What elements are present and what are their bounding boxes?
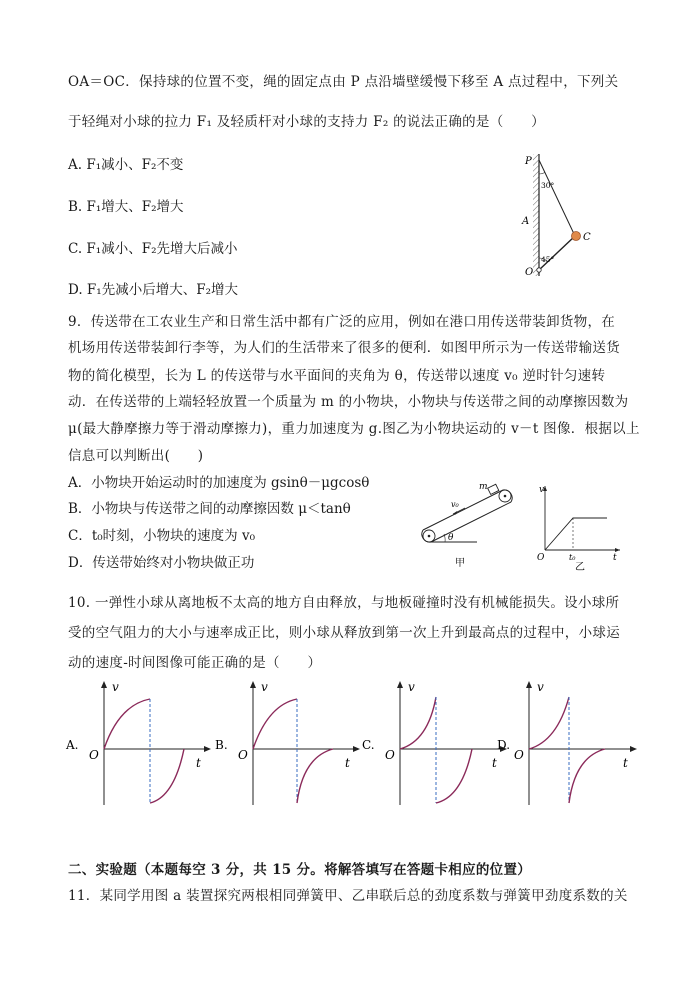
label-angle-30: 30° (541, 181, 555, 190)
q9-line-3: 物的简化模型，长为 L 的传送带与水平面间的夹角为 θ，传送带以速度 v₀ 逆时针匀速转 (68, 368, 606, 384)
label-t: t (623, 756, 628, 770)
axis-v-arrow (526, 681, 532, 688)
q9-option-d: D．传送带始终对小物块做正功 (68, 555, 255, 571)
caption-jia: 甲 (455, 558, 465, 569)
q9-figure-yi (535, 480, 630, 572)
label-m: m (479, 482, 488, 492)
curve-falling (253, 699, 297, 749)
section-2-title: 二、实验题（本题每空 3 分，共 15 分。将解答填写在答题卡相应的位置） (68, 862, 532, 878)
belt-bottom (431, 502, 511, 542)
label-p: P (525, 156, 532, 167)
label-v: v (537, 680, 544, 694)
q8-option-c: C. F₁减小、F₂先增大后减小 (68, 241, 238, 257)
label-t: t (345, 756, 350, 770)
graph-b-label: B. (215, 738, 228, 752)
label-v: v (261, 680, 268, 694)
graph-c-label: C. (362, 738, 375, 752)
q9-option-b: B．小物块与传送带之间的动摩擦因数 μ＜tanθ (68, 501, 351, 517)
label-v: v (539, 485, 545, 495)
label-theta: θ (448, 533, 454, 543)
q10-line-2: 受的空气阻力的大小与速率成正比，则小球从释放到第一次上升到最高点的过程中，小球运 (68, 625, 620, 641)
axis-t-arrow (204, 746, 211, 752)
label-angle-45: 45° (541, 255, 555, 264)
label-o: O (525, 267, 534, 278)
label-t: t (492, 756, 497, 770)
label-o: O (238, 748, 248, 762)
pivot-o (537, 268, 541, 272)
graph-d-label: D. (497, 738, 511, 752)
q10-graph-b (213, 675, 363, 815)
pulley-left-hub (428, 535, 431, 538)
label-t: t (196, 756, 201, 770)
v-t-line (545, 518, 607, 550)
q8-option-d: D. F₁先减小后增大、F₂增大 (68, 282, 238, 298)
q8-stem-line-2: 于轻绳对小球的拉力 F₁ 及轻质杆对小球的支持力 F₂ 的说法正确的是（ ） (68, 114, 545, 130)
axis-v-arrow (250, 681, 256, 688)
q9-option-c: C．t₀时刻，小物块的速度为 v₀ (68, 528, 255, 544)
graph-a-label: A. (66, 738, 79, 752)
curve-rising (569, 749, 605, 803)
label-o: O (514, 748, 524, 762)
q10-graph-a (64, 675, 214, 815)
q8-option-a: A. F₁减小、F₂不变 (68, 157, 184, 173)
rope-pc (539, 160, 575, 236)
axis-t-arrow (615, 548, 620, 552)
q9-line-6: 信息可以判断出( ) (68, 448, 204, 464)
rod-oc (539, 236, 575, 270)
curve-falling (400, 697, 436, 749)
q8-option-b: B. F₁增大、F₂增大 (68, 199, 184, 215)
q10-graph-c (360, 675, 510, 815)
caption-yi: 乙 (575, 562, 585, 572)
ball-c (572, 232, 581, 241)
q9-line-2: 机场用传送带装卸行李等，为人们的生活带来了很多的便利．如图甲所示为一传送带输送货 (68, 340, 620, 356)
curve-falling (529, 697, 569, 749)
v0-arrowhead (453, 511, 457, 515)
axis-v-arrow (397, 681, 403, 688)
curve-rising (436, 749, 472, 803)
label-v0: v₀ (451, 500, 459, 509)
label-a: A (522, 216, 530, 227)
curve-falling (104, 699, 150, 749)
label-v: v (112, 680, 119, 694)
angle-arc-top (539, 173, 545, 175)
q10-graph-d (495, 675, 645, 815)
q8-stem-line-1: OA＝OC．保持球的位置不变，绳的固定点由 P 点沿墙壁缓慢下移至 A 点过程中，下列关 (68, 74, 619, 90)
q10-line-1: 10. 一弹性小球从离地板不太高的地方自由释放，与地板碰撞时没有机械能损失。设小球所 (68, 595, 620, 611)
curve-rising (297, 749, 333, 803)
q9-line-5: μ(最大静摩擦力等于滑动摩擦力)，重力加速度为 g.图乙为小物块运动的 v－t 图像．根据以上 (68, 421, 640, 437)
label-o: O (385, 748, 395, 762)
q9-line-4: 动．在传送带的上端轻轻放置一个质量为 m 的小物块，小物块与传送带之间的动摩擦因数为 (68, 394, 629, 410)
label-v: v (408, 680, 415, 694)
axis-v-arrow (101, 681, 107, 688)
curve-rising (150, 749, 184, 803)
label-o: O (89, 748, 99, 762)
axis-t-arrow (630, 746, 637, 752)
pulley-right-hub (504, 495, 507, 498)
label-t0: t₀ (569, 553, 576, 562)
q9-figure-jia (415, 478, 525, 570)
wall-hatch (533, 154, 539, 276)
label-t: t (613, 553, 617, 563)
q9-option-a: A．小物块开始运动时的加速度为 gsinθ－μgcosθ (68, 475, 370, 491)
q10-line-3: 动的速度-时间图像可能正确的是（ ） (68, 655, 322, 671)
q11-line-1: 11．某同学用图 a 装置探究两根相同弹簧甲、乙串联后总的劲度系数与弹簧甲劲度系数的关 (68, 888, 628, 904)
axis-t-arrow (353, 746, 360, 752)
q8-wall-figure (505, 148, 615, 283)
label-o: O (537, 553, 545, 563)
belt-top (423, 490, 503, 530)
label-c: C (583, 232, 591, 243)
q9-line-1: 9．传送带在工农业生产和日常生活中都有广泛的应用，例如在港口用传送带装卸货物，在 (68, 314, 616, 330)
